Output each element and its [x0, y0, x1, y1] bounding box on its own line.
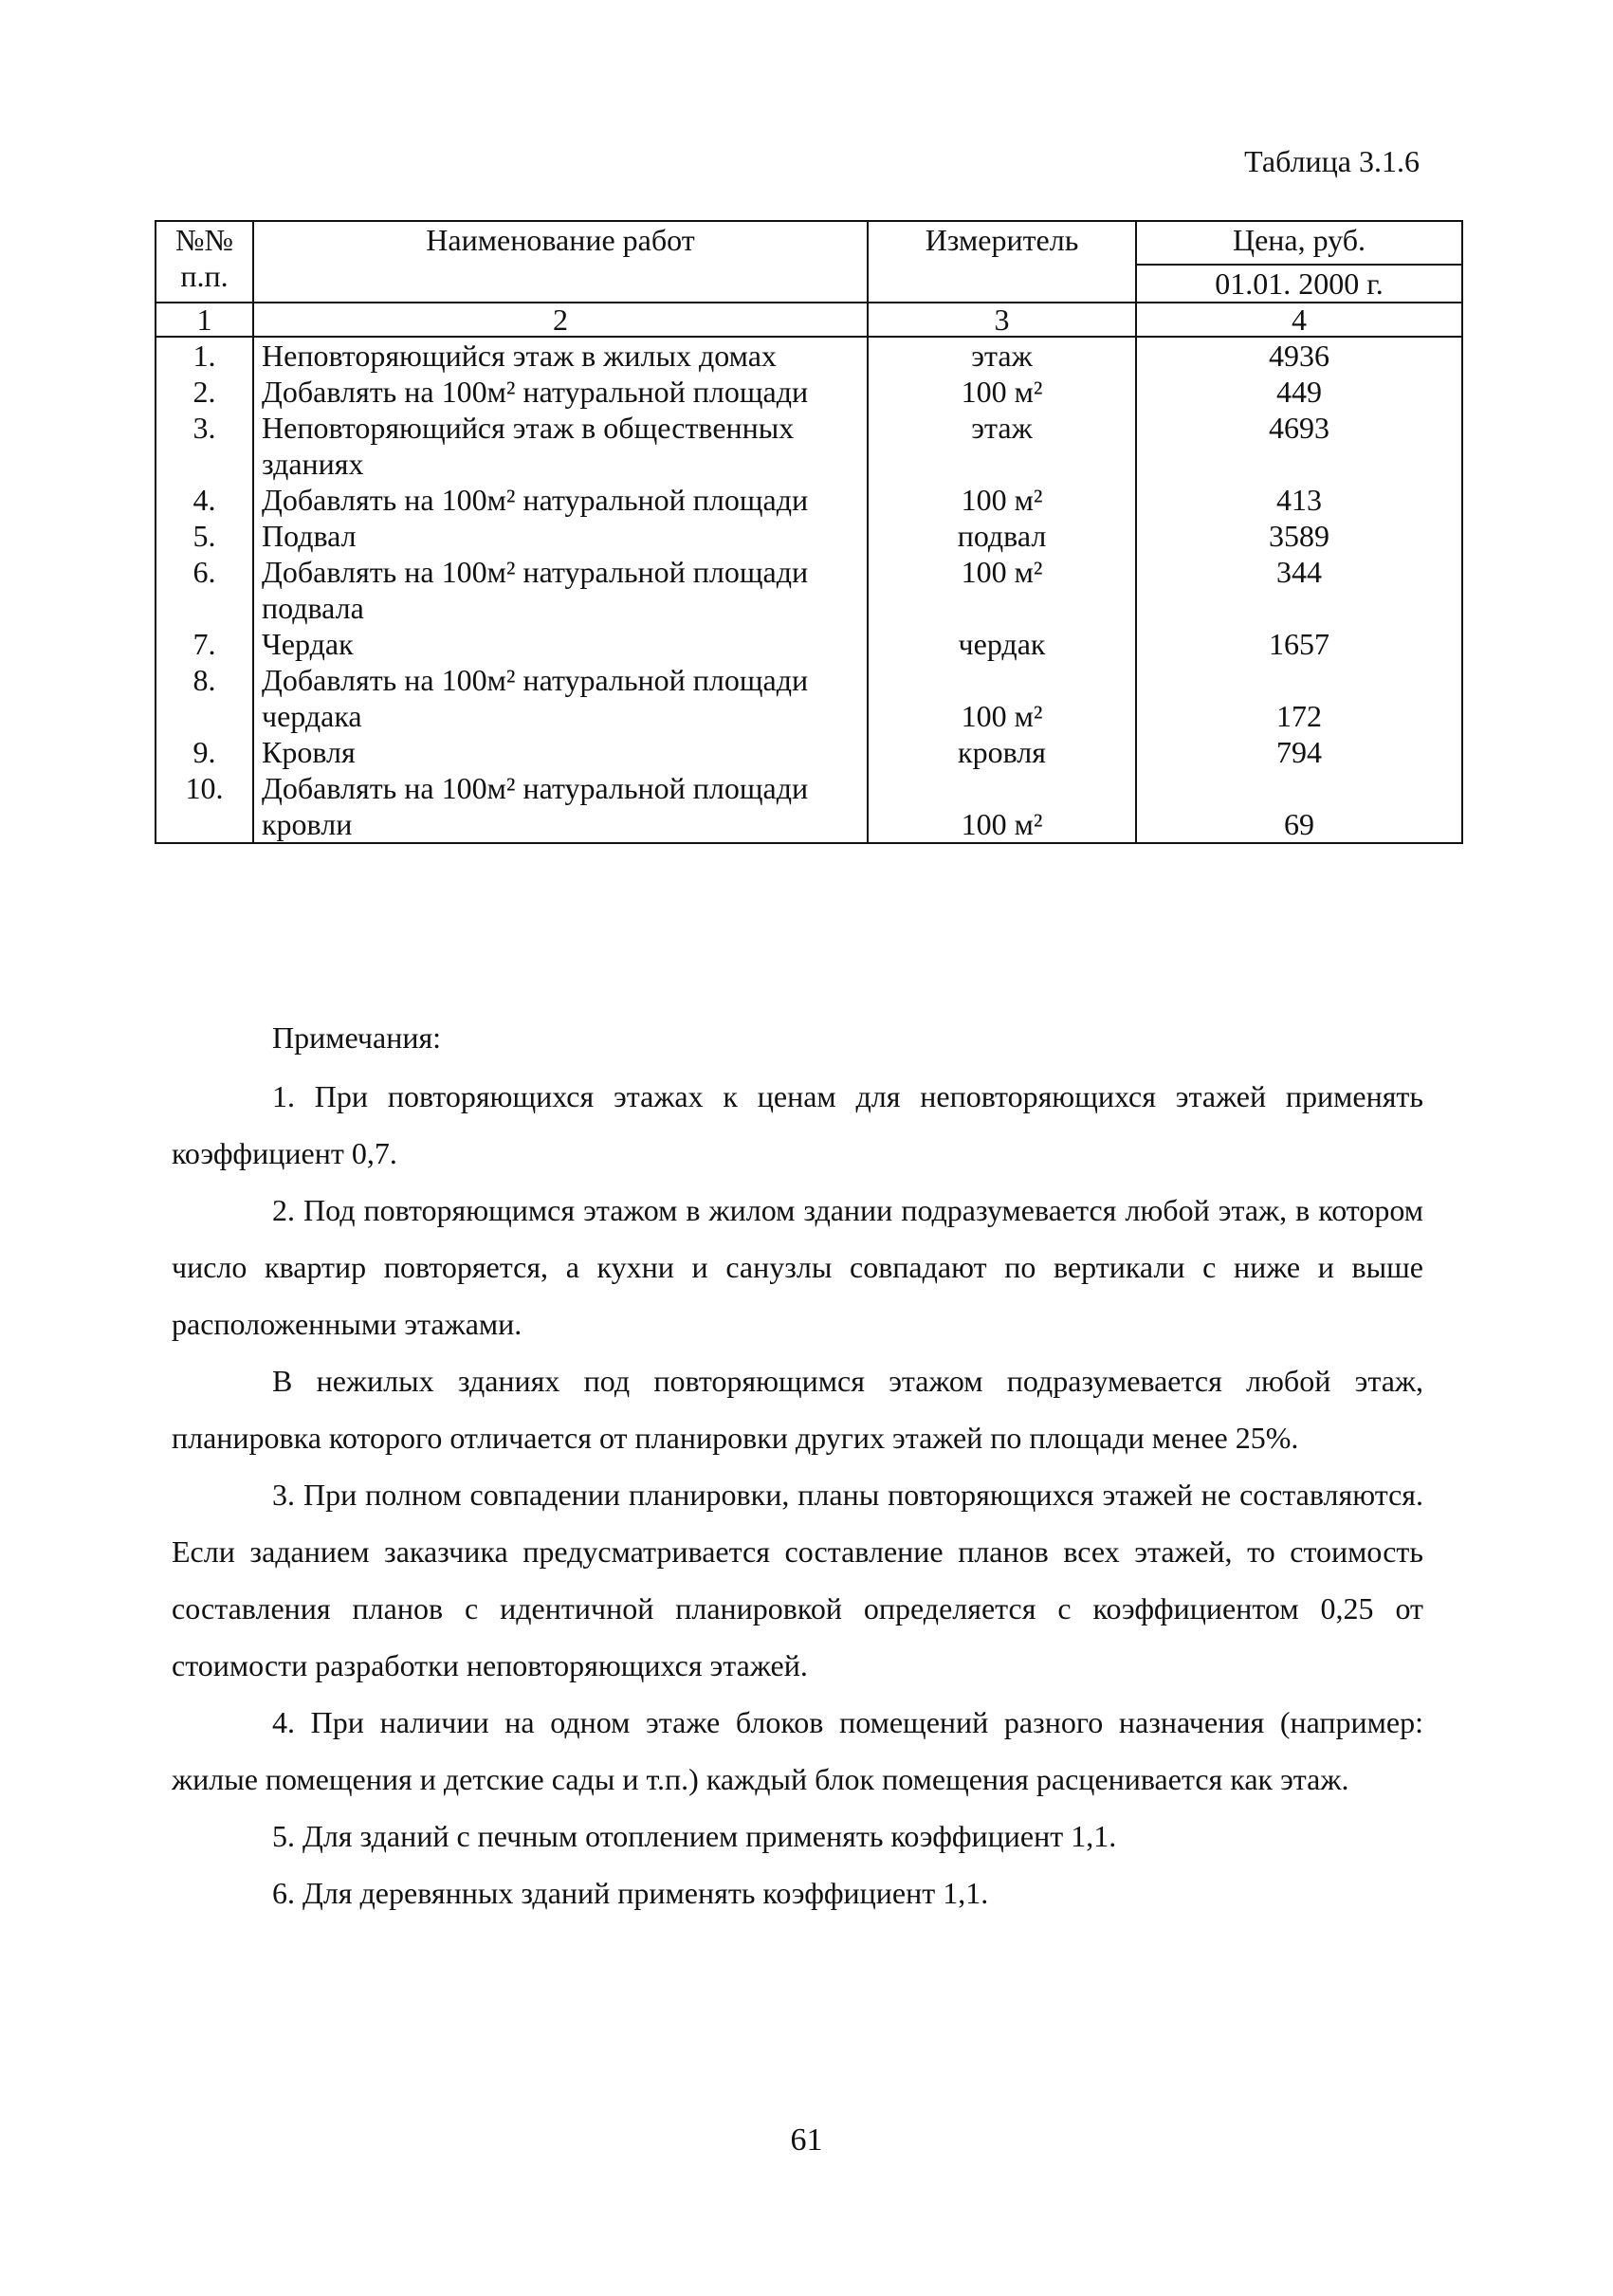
table-row [156, 662, 1462, 734]
notes-body [172, 1068, 1423, 1921]
row-num: 5. [156, 518, 253, 554]
header-price-date: 01.01. 2000 г. [1136, 265, 1462, 303]
note-paragraph: 4. При наличии на одном этаже блоков помещений разного назначения (например: жилые помещения и детские сады и т.п.) каждый блок помещения расценивается как этаж. [172, 1705, 1423, 1796]
row-price: 413 [1136, 482, 1462, 518]
row-unit: 100 м² [868, 482, 1136, 518]
row-unit: этаж [868, 337, 1136, 374]
row-price: 69 [1136, 770, 1462, 843]
header-name: Наименование работ [253, 221, 868, 303]
page-number: 61 [790, 2122, 823, 2158]
row-num: 2. [156, 374, 253, 410]
row-price: 1657 [1136, 626, 1462, 662]
table-row [156, 482, 1462, 518]
row-num: 4. [156, 482, 253, 518]
notes-title: Примечания: [272, 1020, 442, 1055]
row-num: 6. [156, 554, 253, 626]
row-price: 449 [1136, 374, 1462, 410]
row-unit: 100 м² [868, 770, 1136, 843]
row-unit: этаж [868, 410, 1136, 482]
price-table [155, 220, 1463, 844]
row-num: 3. [156, 410, 253, 482]
table-header-row [156, 221, 1462, 265]
row-num: 1. [156, 337, 253, 374]
note-paragraph: 3. При полном совпадении планировки, планы повторяющихся этажей не составляются. Если заданием заказчика предусматривается составление планов всех этажей, то стоимость составления планов с идентичной планировкой определяется с коэффициентом 0,25 от стоимости разработки неповторяющихся этажей. [172, 1478, 1423, 1682]
table-row [156, 337, 1462, 374]
row-price: 4936 [1136, 337, 1462, 374]
row-price: 3589 [1136, 518, 1462, 554]
row-name: Подвал [253, 518, 868, 554]
table-body [156, 337, 1462, 843]
row-unit: 100 м² [868, 554, 1136, 626]
table-row [156, 410, 1462, 482]
table-caption: Таблица 3.1.6 [1244, 144, 1420, 178]
table-row [156, 374, 1462, 410]
column-index: 2 [253, 303, 868, 337]
table-row [156, 518, 1462, 554]
note-paragraph: 2. Под повторяющимся этажом в жилом здании подразумевается любой этаж, в котором число квартир повторяется, а кухни и санузлы совпадают по вертикали с ниже и выше расположенными этажами. [172, 1193, 1423, 1341]
row-unit: подвал [868, 518, 1136, 554]
row-num: 9. [156, 734, 253, 770]
note-paragraph: 1. При повторяющихся этажах к ценам для неповторяющихся этажей применять коэффициент 0,7. [172, 1079, 1423, 1170]
note-paragraph: В нежилых зданиях под повторяющимся этажом подразумевается любой этаж, планировка которого отличается от планировки других этажей по площади менее 25%. [172, 1364, 1423, 1455]
row-price: 4693 [1136, 410, 1462, 482]
row-unit: 100 м² [868, 374, 1136, 410]
row-price: 172 [1136, 662, 1462, 734]
row-num: 7. [156, 626, 253, 662]
row-num: 8. [156, 662, 253, 734]
header-price: Цена, руб. [1136, 221, 1462, 265]
header-unit: Измеритель [868, 221, 1136, 303]
row-name: Чердак [253, 626, 868, 662]
header-num: №№ п.п. [156, 221, 253, 303]
row-unit: чердак [868, 626, 1136, 662]
note-paragraph: 5. Для зданий с печным отоплением применять коэффициент 1,1. [272, 1819, 1117, 1853]
row-name: Добавлять на 100м² натуральной площади [253, 374, 868, 410]
row-name: Неповторяющийся этаж в жилых домах [253, 337, 868, 374]
row-name: Добавлять на 100м² натуральной площади кровли [253, 770, 868, 843]
notes-section [172, 1009, 1423, 1921]
table-row [156, 770, 1462, 843]
row-price: 794 [1136, 734, 1462, 770]
table-row [156, 554, 1462, 626]
row-unit: 100 м² [868, 662, 1136, 734]
row-name: Добавлять на 100м² натуральной площади подвала [253, 554, 868, 626]
column-index: 1 [156, 303, 253, 337]
table-row [156, 626, 1462, 662]
table-row [156, 734, 1462, 770]
column-index: 4 [1136, 303, 1462, 337]
row-name: Неповторяющийся этаж в общественных зданиях [253, 410, 868, 482]
row-num: 10. [156, 770, 253, 843]
row-name: Кровля [253, 734, 868, 770]
row-name: Добавлять на 100м² натуральной площади [253, 482, 868, 518]
column-index-row [156, 303, 1462, 337]
row-unit: кровля [868, 734, 1136, 770]
row-price: 344 [1136, 554, 1462, 626]
row-name: Добавлять на 100м² натуральной площади чердака [253, 662, 868, 734]
column-index: 3 [868, 303, 1136, 337]
note-paragraph: 6. Для деревянных зданий применять коэффициент 1,1. [272, 1876, 989, 1910]
